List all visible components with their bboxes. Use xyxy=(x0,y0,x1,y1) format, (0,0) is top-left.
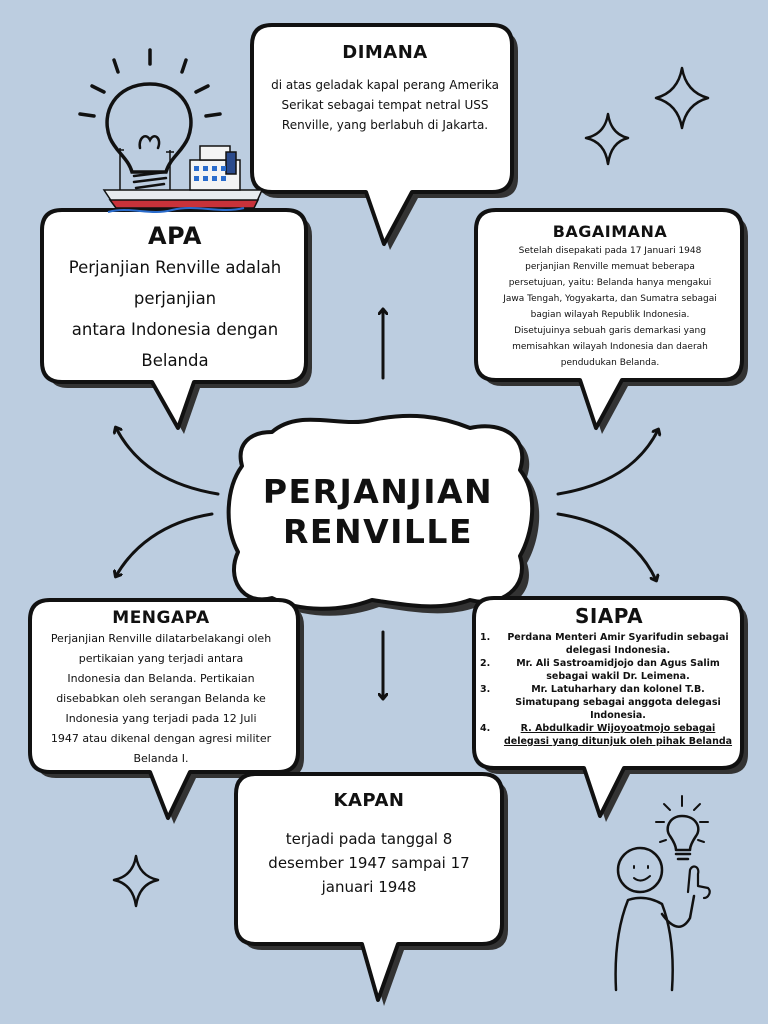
section-center xyxy=(238,472,518,552)
list-item-number: 2. xyxy=(480,658,491,670)
apa-line: antara Indonesia dengan xyxy=(71,320,279,339)
bagaimana-line: persetujuan, yaitu: Belanda hanya mengakui xyxy=(508,278,712,288)
bagaimana-line: Disetujuinya sebuah garis demarkasi yang xyxy=(514,326,706,336)
ship-icon xyxy=(104,146,262,212)
bagaimana-line: Setelah disepakati pada 17 Januari 1948 xyxy=(518,246,702,256)
bagaimana-line: bagian wilayah Republik Indonesia. xyxy=(530,310,690,320)
list-item-text: Perdana Menteri Amir Syarifudin sebagai delegasi Indonesia. xyxy=(507,632,729,656)
center-title-line: RENVILLE xyxy=(283,512,473,551)
list-item-number: 1. xyxy=(480,632,491,643)
mengapa-line: pertikaian yang terjadi antara xyxy=(78,652,244,665)
list-item-text: R. Abdulkadir Wijoyoatmojo sebagai delegasi yang ditunjuk oleh pihak Belanda xyxy=(503,723,733,747)
mengapa-line: disebabkan oleh serangan Belanda ke xyxy=(56,692,266,705)
arrow-down-right xyxy=(558,514,656,580)
list-item xyxy=(478,658,740,683)
list-item-number: 4. xyxy=(480,723,491,735)
list-item xyxy=(478,632,740,657)
apa-line: perjanjian xyxy=(133,289,217,308)
mengapa-line: Belanda I. xyxy=(133,752,189,765)
person-idea-icon xyxy=(616,796,710,990)
section-dimana xyxy=(262,42,508,135)
mengapa-title: MENGAPA xyxy=(112,608,210,628)
dimana-title: DIMANA xyxy=(342,42,428,63)
section-mengapa xyxy=(30,608,292,769)
bagaimana-line: pendudukan Belanda. xyxy=(560,358,660,368)
siapa-title: SIAPA xyxy=(574,604,644,628)
dimana-line: di atas geladak kapal perang Amerika xyxy=(271,78,499,92)
kapan-line: terjadi pada tanggal 8 xyxy=(285,830,453,848)
list-item xyxy=(478,684,740,722)
sparkle-icon xyxy=(114,856,158,906)
section-apa xyxy=(44,222,306,376)
kapan-line: januari 1948 xyxy=(321,878,417,896)
mengapa-line: Indonesia yang terjadi pada 12 Juli xyxy=(65,712,257,725)
bagaimana-line: Jawa Tengah, Yogyakarta, dan Sumatra sebagai xyxy=(503,294,717,304)
section-bagaimana xyxy=(482,222,738,371)
section-siapa xyxy=(478,604,740,749)
list-item-text: Mr. Latuharhary dan kolonel T.B. Simatupang sebagai anggota delegasi Indonesia. xyxy=(515,684,721,721)
bagaimana-line: perjanjian Renville memuat beberapa xyxy=(525,262,695,272)
siapa-list xyxy=(478,632,740,749)
arrow-down-left xyxy=(116,514,212,576)
sparkle-icon xyxy=(656,68,708,128)
mengapa-line: Indonesia dan Belanda. Pertikaian xyxy=(67,672,255,685)
kapan-title: KAPAN xyxy=(333,790,405,811)
sparkle-icon xyxy=(586,114,628,164)
dimana-line: Serikat sebagai tempat netral USS xyxy=(281,98,489,112)
apa-line: Belanda xyxy=(141,351,209,370)
list-item-number: 3. xyxy=(480,684,491,696)
bagaimana-line: memisahkan wilayah Indonesia dan daerah xyxy=(512,342,708,352)
arrow-up-left xyxy=(116,428,218,494)
mengapa-line: 1947 atau dikenal dengan agresi militer xyxy=(50,732,272,745)
arrow-up-right xyxy=(558,430,658,494)
section-kapan xyxy=(238,790,500,899)
apa-title: APA xyxy=(147,222,203,250)
list-item-text: Mr. Ali Sastroamidjojo dan Agus Salim sebagai wakil Dr. Leimena. xyxy=(516,658,720,682)
kapan-line: desember 1947 sampai 17 xyxy=(268,854,470,872)
bagaimana-title: BAGAIMANA xyxy=(552,222,668,241)
list-item xyxy=(478,723,740,748)
center-title-line: PERJANJIAN xyxy=(262,472,494,511)
mengapa-line: Perjanjian Renville dilatarbelakangi oleh xyxy=(50,632,272,645)
apa-line: Perjanjian Renville adalah xyxy=(68,258,282,277)
dimana-line: Renville, yang berlabuh di Jakarta. xyxy=(281,118,489,132)
